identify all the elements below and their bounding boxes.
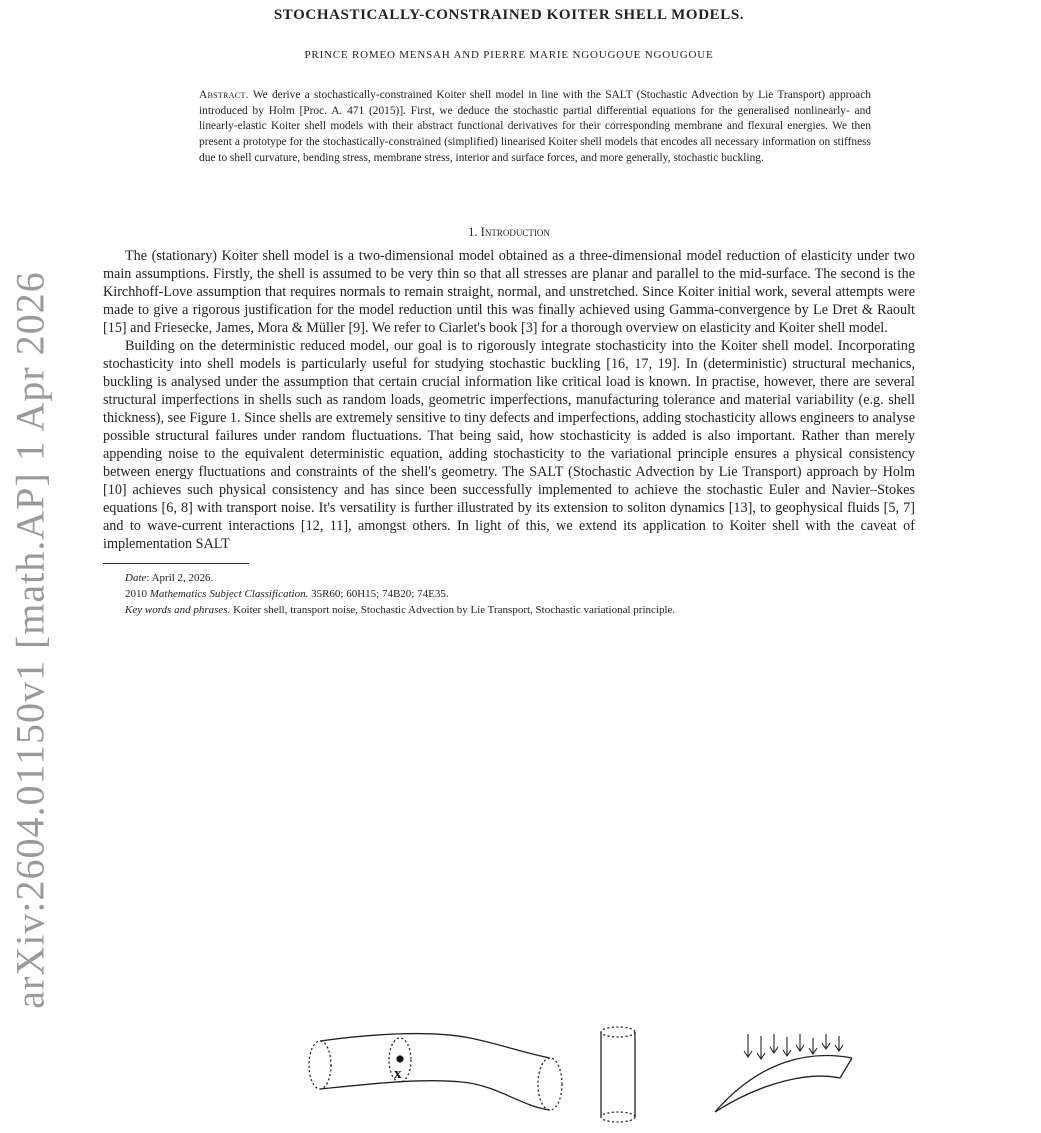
plate-end <box>840 1058 852 1078</box>
abstract-label: Abstract. <box>199 89 249 101</box>
footnote-date <box>103 571 915 585</box>
author-list: PRINCE ROMEO MENSAH AND PIERRE MARIE NGOUGOUE NGOUGOUE <box>304 49 714 61</box>
paper-page <box>103 0 915 619</box>
footnote-keywords <box>103 603 915 617</box>
cylinder-shell <box>601 1027 635 1122</box>
section-number: 1. <box>468 224 478 239</box>
date-label: Date <box>125 572 147 585</box>
keywords-label: Key words and phrases. <box>125 604 231 617</box>
abstract <box>103 88 915 167</box>
date-value: : April 2, 2026. <box>146 572 214 585</box>
footnotes <box>103 571 915 617</box>
msc-label: Mathematics Subject Classification. <box>149 588 309 601</box>
section-body <box>103 247 915 554</box>
tube-left-end <box>309 1041 331 1089</box>
abstract-text: We derive a stochastically-constrained Koiter shell model in line with the SALT (Stochastic Advection by Lie Transport) approach introduced by Holm [Proc. A. 471 (2015)]. First, we deduce the stochastic partial differential equations for the generalised nonlinearly- and linearly-elastic Koiter shell models with their abstract functional derivatives for their corresponding membrane and flexural energies. We then present a prototype for the stochastically-constrained (simplified) linearised Koiter shell models that encodes all necessary information on stiffness due to shell curvature, bending stress, membrane stress, interior and surface forces, and more generally, stochastic buckling. <box>199 89 871 164</box>
plate-top-surface <box>715 1056 852 1112</box>
body-paragraph: The (stationary) Koiter shell model is a two-dimensional model obtained as a three-dimensional model reduction of elasticity under two main assumptions. Firstly, the shell is assumed to be very thin so that all stresses are planar and parallel to the mid-surface. The second is the Kirchhoff-Love assumption that requires normals to remain straight, normal, and unstretched. Since Koiter initial work, several attempts were made to give a rigorous justification for the model reduction until this was finally achieved using Gamma-convergence by Le Dret & Raoult [15] and Friesecke, James, Mora & Müller [9]. We refer to Ciarlet's book [3] for a thorough overview on elasticity and Koiter shell model. <box>103 247 915 336</box>
cylinder-top <box>601 1027 635 1037</box>
keywords-value: Koiter shell, transport noise, Stochastic Advection by Lie Transport, Stochastic variational principle. <box>233 604 676 617</box>
curved-tube-shell <box>309 1034 562 1110</box>
body-paragraph: Building on the deterministic reduced model, our goal is to rigorously integrate stochasticity into the Koiter shell model. Incorporating stochasticity into shell models is particularly useful for studying stochastic buckling [16, 17, 19]. In (deterministic) structural mechanics, buckling is analysed under the assumption that certain crucial information like critical load is known. In practise, however, there are several structural imperfections in shells such as random loads, geometric imperfections, manufacturing tolerance and material variability (e.g. shell thickness), see Figure 1. Since shells are extremely sensitive to tiny defects and imperfections, adding stochasticity allows engineers to analyse possible structural failures under random fluctuations. That being said, how stochasticity is added is also important. Rather than merely appending noise to the equivalent deterministic equation, adding stochasticity to the variational principle ensures a physical consistency between energy fluctuations and constraints of the shell's geometry. The SALT (Stochastic Advection by Lie Transport) approach by Holm [10] achieves such physical consistency and has since been successfully implemented to achieve the stochastic Euler and Navier–Stokes equations [6, 8] with transport noise. It's versatility is further illustrated by its extension to soliton dynamics [13], to geophysical fluids [5, 7] and to wave-current interactions [12, 11], amongst others. In light of this, we extend its application to Koiter shell with the caveat of implementation SALT <box>103 337 915 553</box>
section-heading <box>103 225 915 240</box>
arxiv-identifier: arXiv:2604.01150v1 [math.AP] 1 Apr 2026 <box>7 271 53 1009</box>
tube-top-edge <box>320 1034 550 1058</box>
paper-title: STOCHASTICALLY-CONSTRAINED KOITER SHELL MODELS. <box>273 7 745 23</box>
tube-right-end <box>538 1058 562 1110</box>
loaded-curved-plate <box>715 1034 852 1112</box>
figure-shell-imperfections <box>200 1020 860 1133</box>
plate-bottom-surface <box>715 1076 840 1112</box>
footnote-rule <box>103 563 249 564</box>
section-title: Introduction <box>480 224 550 239</box>
cylinder-bottom <box>601 1112 635 1122</box>
footnote-msc <box>103 587 915 601</box>
material-point-label: x <box>394 1066 402 1082</box>
msc-value: 35R60; 60H15; 74B20; 74E35. <box>311 588 449 601</box>
material-point <box>396 1055 403 1062</box>
tube-bottom-edge <box>320 1081 550 1110</box>
msc-year: 2010 <box>125 588 147 601</box>
arxiv-sidebar-stamp <box>0 20 60 1009</box>
